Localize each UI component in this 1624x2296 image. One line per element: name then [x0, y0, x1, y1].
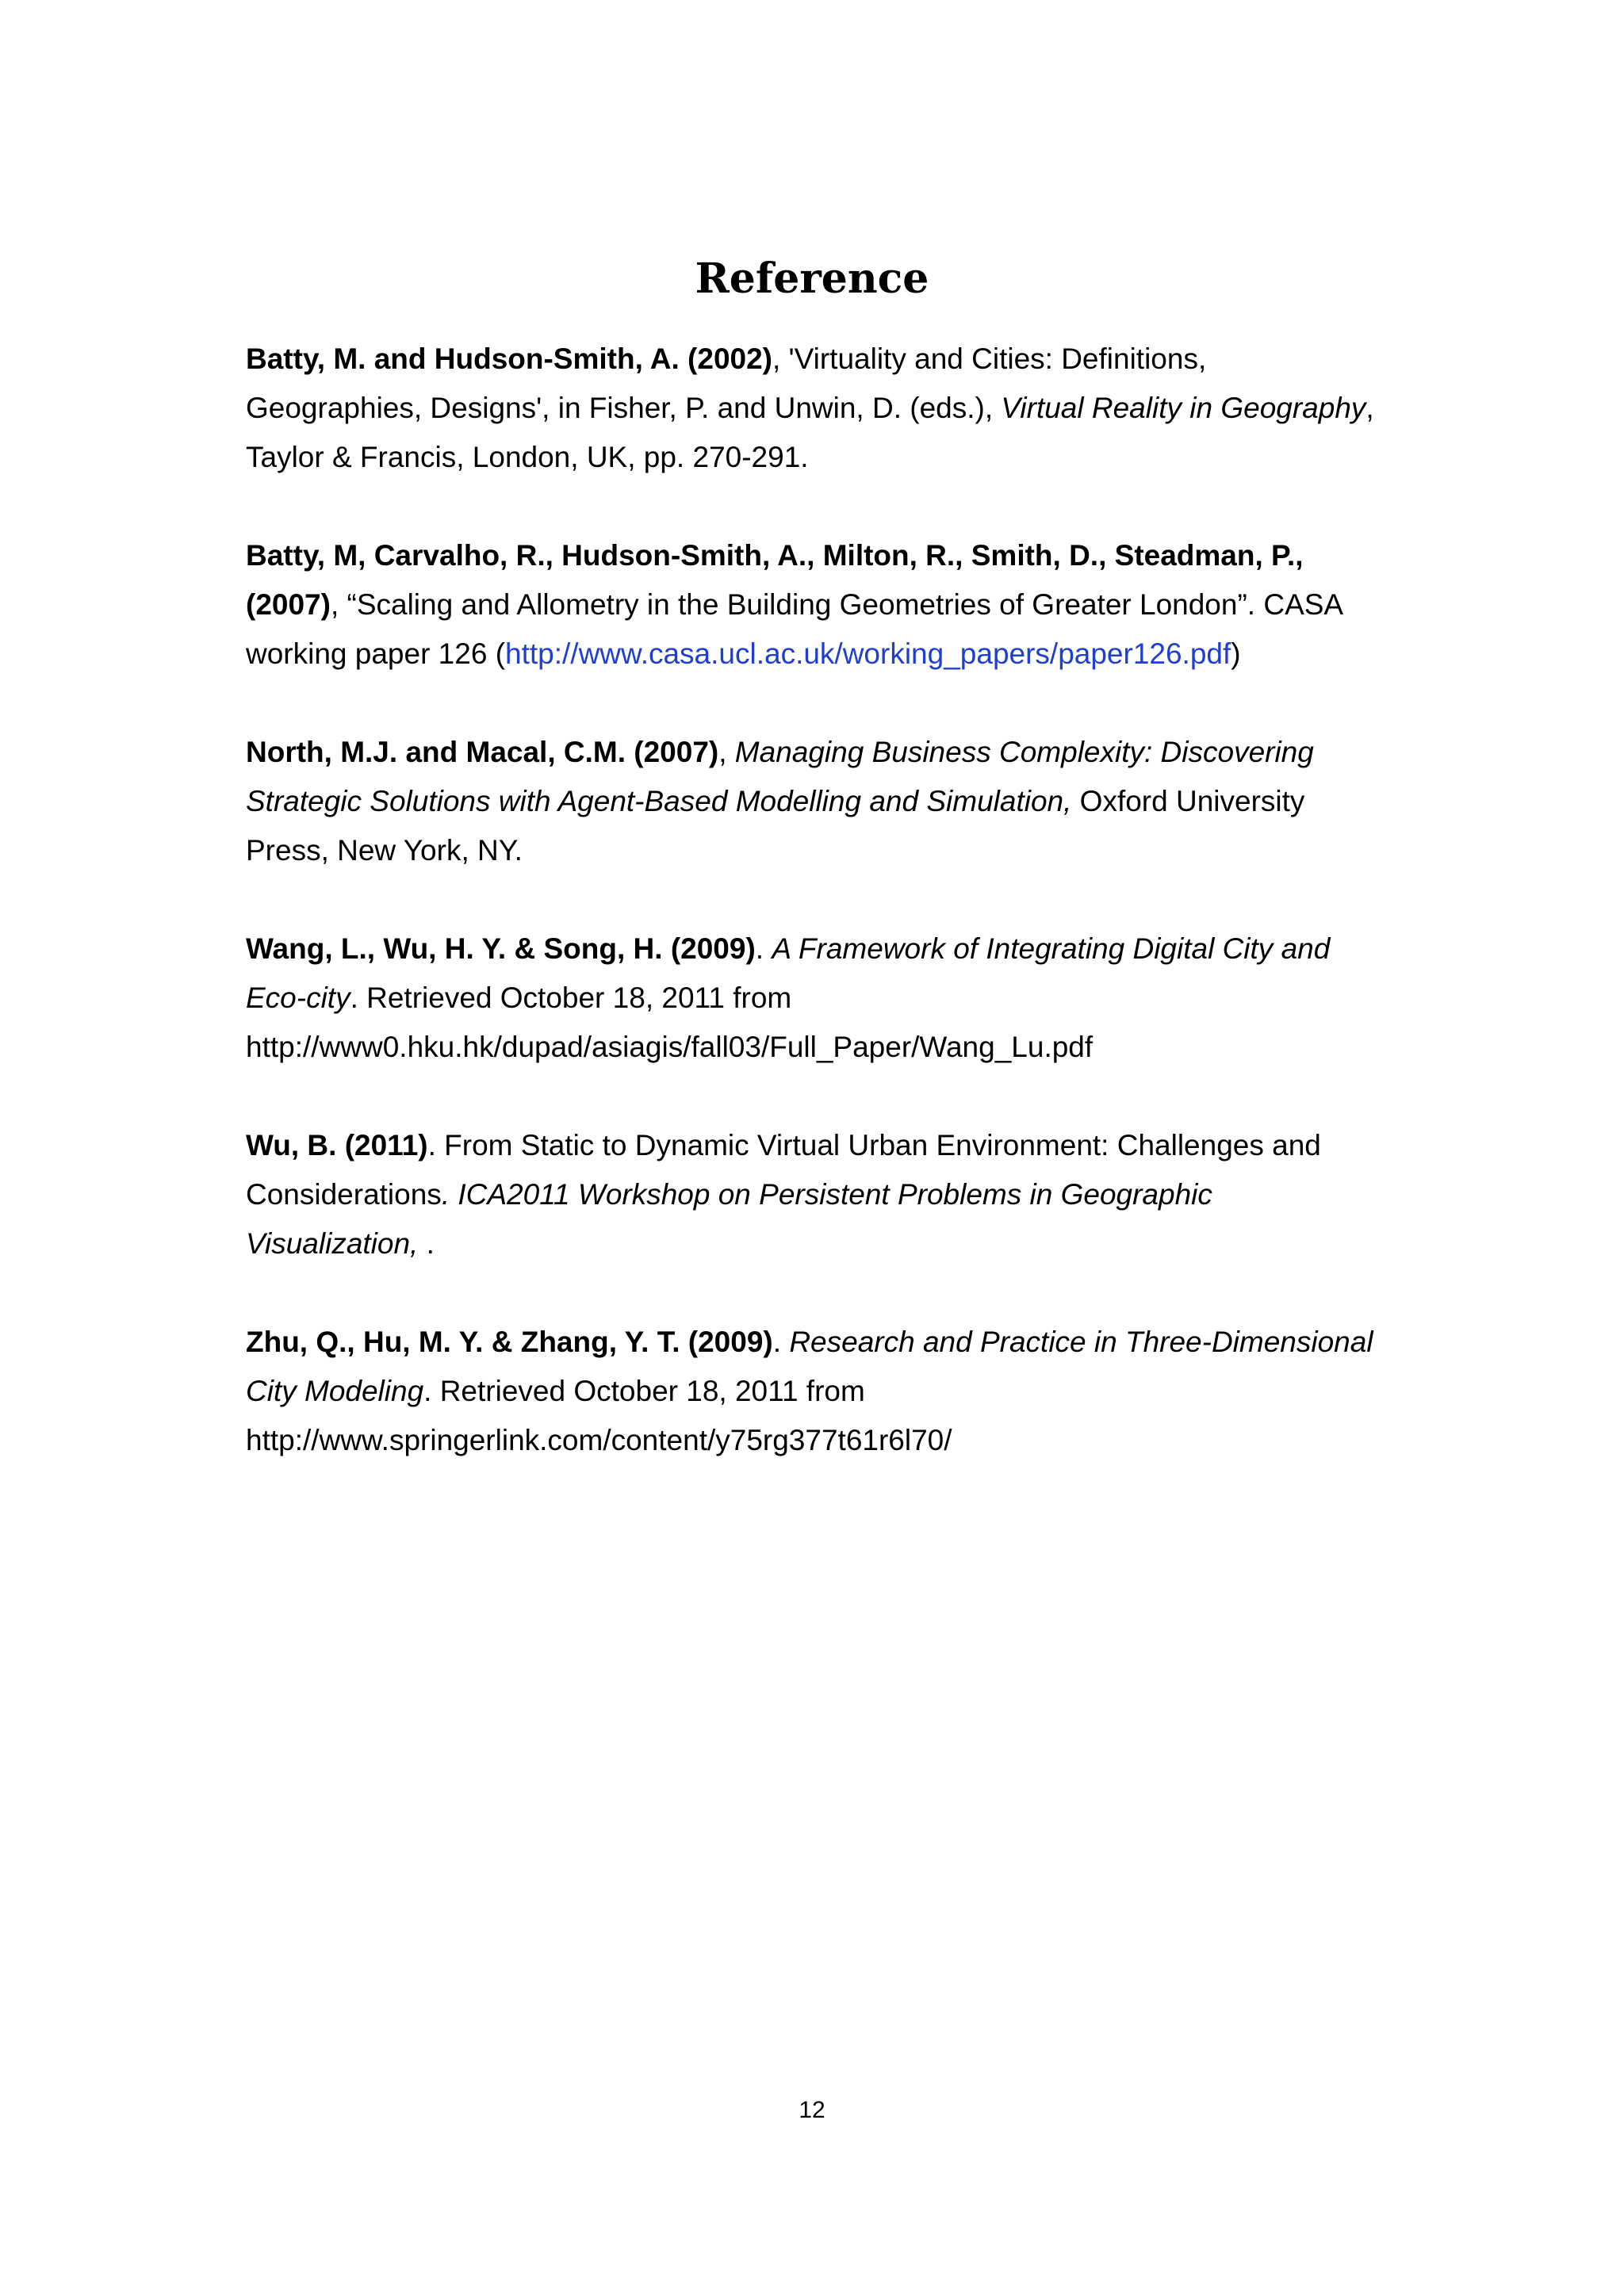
- reference-title: Managing Business Complexity: Discovering: [734, 736, 1314, 768]
- reference-author-year: Wang, L., Wu, H. Y. & Song, H. (2009): [246, 932, 756, 965]
- reference-entry: [246, 1318, 1404, 1465]
- reference-text: .: [772, 1326, 790, 1358]
- reference-entry: [246, 924, 1404, 1072]
- reference-author-year: North, M.J. and Macal, C.M. (2007): [246, 736, 719, 768]
- reference-line: [246, 629, 1404, 679]
- reference-text: Taylor & Francis, London, UK, pp. 270-291.: [246, 441, 809, 473]
- reference-line: [246, 433, 1404, 482]
- reference-text: , “Scaling and Allometry in the Building Geometries of Greater London”. CASA: [330, 588, 1344, 621]
- reference-line: [246, 777, 1404, 826]
- reference-line: [246, 1219, 1404, 1269]
- reference-title: Research and Practice in Three-Dimensional: [789, 1326, 1373, 1358]
- reference-line: [246, 580, 1404, 629]
- reference-author-year: Zhu, Q., Hu, M. Y. & Zhang, Y. T. (2009): [246, 1326, 773, 1358]
- reference-list: [246, 335, 1404, 1514]
- reference-line: [246, 384, 1404, 433]
- reference-entry: [246, 728, 1404, 875]
- reference-title: Visualization,: [246, 1227, 427, 1260]
- page-number: 12: [799, 2097, 825, 2123]
- reference-text: .: [755, 932, 772, 965]
- reference-line: [246, 1121, 1404, 1170]
- reference-text: ): [1231, 637, 1241, 670]
- reference-line: [246, 1416, 1404, 1465]
- reference-link[interactable]: http://www.casa.ucl.ac.uk/working_papers/paper126.pdf: [505, 637, 1231, 670]
- reference-title: City Modeling: [246, 1375, 424, 1407]
- reference-entry: [246, 531, 1404, 679]
- page-title: Reference: [695, 254, 929, 303]
- reference-text: . Retrieved October 18, 2011 from: [350, 982, 792, 1014]
- reference-text: Oxford University: [1071, 785, 1305, 817]
- reference-author-year: Batty, M, Carvalho, R., Hudson-Smith, A., Milton, R., Smith, D., Steadman, P.,: [246, 539, 1304, 572]
- reference-title: A Framework of Integrating Digital City and: [772, 932, 1331, 965]
- reference-title: Eco-city: [246, 982, 350, 1014]
- reference-line: [246, 924, 1404, 974]
- reference-line: [246, 974, 1404, 1023]
- reference-text: http://www0.hku.hk/dupad/asiagis/fall03/Full_Paper/Wang_Lu.pdf: [246, 1031, 1094, 1063]
- reference-text: .: [426, 1227, 435, 1260]
- reference-entry: [246, 335, 1404, 482]
- reference-text: Geographies, Designs', in Fisher, P. and Unwin, D. (eds.),: [246, 392, 1002, 424]
- reference-text: Press, New York, NY.: [246, 834, 523, 867]
- reference-text: ,: [718, 736, 735, 768]
- reference-entry: [246, 1121, 1404, 1269]
- reference-line: [246, 1170, 1404, 1219]
- reference-text: . Retrieved October 18, 2011 from: [423, 1375, 865, 1407]
- reference-line: [246, 335, 1404, 384]
- reference-text: ,: [1365, 392, 1374, 424]
- reference-line: [246, 1318, 1404, 1367]
- reference-line: [246, 531, 1404, 580]
- reference-author-year: (2007): [246, 588, 331, 621]
- reference-title: Strategic Solutions with Agent-Based Modelling and Simulation,: [246, 785, 1072, 817]
- reference-text: working paper 126 (: [246, 637, 506, 670]
- reference-line: [246, 1367, 1404, 1416]
- reference-line: [246, 728, 1404, 777]
- reference-line: [246, 826, 1404, 875]
- reference-author-year: Batty, M. and Hudson-Smith, A. (2002): [246, 342, 772, 375]
- reference-text: http://www.springerlink.com/content/y75rg377t61r6l70/: [246, 1424, 952, 1456]
- reference-text: . From Static to Dynamic Virtual Urban Environment: Challenges and: [427, 1129, 1321, 1161]
- reference-line: [246, 1023, 1404, 1072]
- reference-title: Virtual Reality in Geography: [1001, 392, 1366, 424]
- reference-text: , 'Virtuality and Cities: Definitions,: [772, 342, 1207, 375]
- reference-text: Considerations: [246, 1178, 442, 1211]
- reference-author-year: Wu, B. (2011): [246, 1129, 428, 1161]
- reference-title: . ICA2011 Workshop on Persistent Problems in Geographic: [441, 1178, 1212, 1211]
